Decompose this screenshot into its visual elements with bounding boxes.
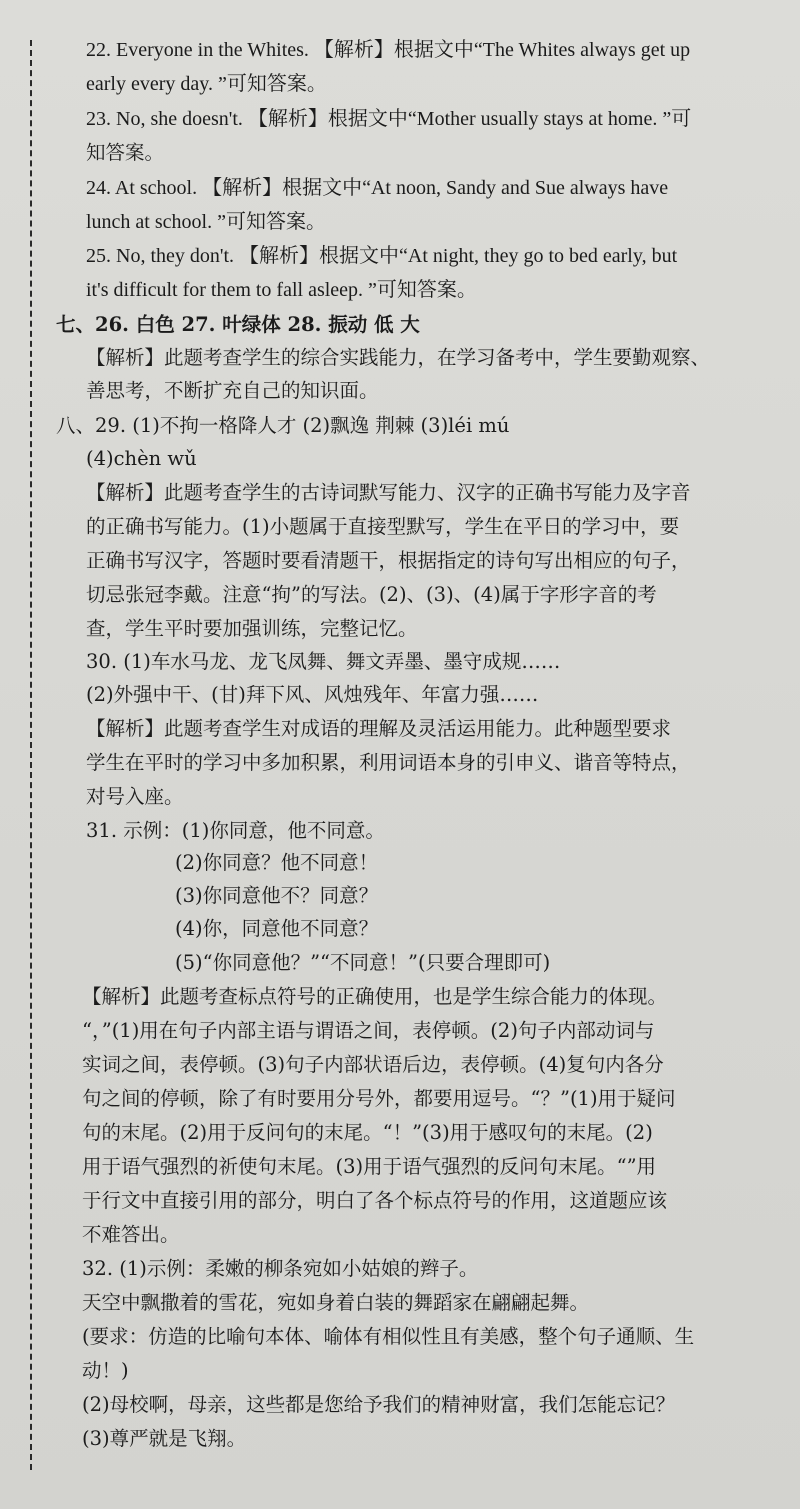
answer-30-analysis-line-2: 学生在平时的学习中多加积累，利用词语本身的引申义、谐音等特点， [86, 751, 691, 774]
answer-23-line-2: 知答案。 [86, 141, 165, 164]
answer-31-analysis-line-1: 【解析】此题考查标点符号的正确使用，也是学生综合能力的体现。 [82, 985, 668, 1008]
answer-32-line-3: (要求：仿造的比喻句本体、喻体有相似性且有美感，整个句子通顺、生 [82, 1325, 695, 1348]
section-7-answers: 七、26. 白色 27. 叶绿体 28. 振动 低 大 [56, 313, 420, 336]
answer-29-analysis-line-5: 查，学生平时要加强训练，完整记忆。 [86, 617, 418, 640]
answer-32-line-4: 动！) [82, 1359, 129, 1382]
answer-31-analysis-line-2: “，”(1)用在句子内部主语与谓语之间，表停顿。(2)句子内部动词与 [82, 1019, 655, 1042]
answer-30-line-2: (2)外强中干、(甘)拜下风、风烛残年、年富力强…… [86, 683, 539, 706]
answer-31-line-4: (4)你，同意他不同意？ [175, 917, 379, 940]
answer-30-analysis-line-3: 对号入座。 [86, 785, 184, 808]
answer-25-line-2: it's difficult for them to fall asleep. ”可知答案。 [86, 279, 477, 301]
answer-32-line-1: 32. (1)示例：柔嫩的柳条宛如小姑娘的辫子。 [82, 1257, 479, 1280]
section-7-analysis-line-2: 善思考，不断扩充自己的知识面。 [86, 379, 379, 402]
answer-22-line-2: early every day. ”可知答案。 [86, 73, 327, 95]
answer-31-line-2: (2)你同意？他不同意！ [175, 851, 379, 874]
answer-29-line-2: (4)chèn wǔ [86, 447, 197, 470]
answer-31-analysis-line-4: 句之间的停顿，除了有时要用分号外，都要用逗号。“？”(1)用于疑问 [82, 1087, 676, 1110]
answer-29-analysis-line-3: 正确书写汉字，答题时要看清题干，根据指定的诗句写出相应的句子， [86, 549, 691, 572]
answer-32-line-2: 天空中飘撒着的雪花，宛如身着白装的舞蹈家在翩翩起舞。 [82, 1291, 590, 1314]
answer-32-line-5: (2)母校啊，母亲，这些都是您给予我们的精神财富，我们怎能忘记？ [82, 1393, 676, 1416]
answer-31-line-3: (3)你同意他不？同意？ [175, 884, 379, 907]
answer-24-line-2: lunch at school. ”可知答案。 [86, 211, 326, 233]
answer-25-line-1: 25. No, they don't. 【解析】根据文中“At night, they go to bed early, but [86, 245, 678, 267]
section-7-analysis-line-1: 【解析】此题考查学生的综合实践能力，在学习备考中，学生要勤观察、 [86, 346, 711, 369]
answer-31-line-1: 31. 示例：(1)你同意，他不同意。 [86, 819, 385, 842]
answer-29-analysis-line-2: 的正确书写能力。(1)小题属于直接型默写，学生在平日的学习中，要 [86, 515, 680, 538]
answer-29-analysis-line-1: 【解析】此题考查学生的古诗词默写能力、汉字的正确书写能力及字音 [86, 481, 691, 504]
answer-32-line-6: (3)尊严就是飞翔。 [82, 1427, 247, 1450]
answer-30-line-1: 30. (1)车水马龙、龙飞凤舞、舞文弄墨、墨守成规…… [86, 650, 561, 673]
answer-29-line-1: 八、29. (1)不拘一格降人才 (2)飘逸 荆棘 (3)léi mú [56, 414, 510, 437]
answer-31-line-5: (5)“你同意他？”“不同意！”(只要合理即可) [175, 951, 551, 974]
answer-22-line-1: 22. Everyone in the Whites. 【解析】根据文中“The Whites always get up [86, 39, 691, 61]
answer-30-analysis-line-1: 【解析】此题考查学生对成语的理解及灵活运用能力。此种题型要求 [86, 717, 672, 740]
answer-31-analysis-line-3: 实词之间，表停顿。(3)句子内部状语后边，表停顿。(4)复句内各分 [82, 1053, 664, 1076]
answer-31-analysis-line-7: 于行文中直接引用的部分，明白了各个标点符号的作用，这道题应该 [82, 1189, 668, 1212]
answer-31-analysis-line-5: 句的末尾。(2)用于反问句的末尾。“！”(3)用于感叹句的末尾。(2) [82, 1121, 653, 1144]
dashed-cut-line [30, 40, 32, 1470]
answer-24-line-1: 24. At school. 【解析】根据文中“At noon, Sandy and Sue always have [86, 177, 669, 199]
answer-31-analysis-line-6: 用于语气强烈的祈使句末尾。(3)用于语气强烈的反问句末尾。“”用 [82, 1155, 657, 1178]
answer-23-line-1: 23. No, she doesn't. 【解析】根据文中“Mother usually stays at home. ”可 [86, 108, 692, 130]
answer-31-analysis-line-8: 不难答出。 [82, 1223, 180, 1246]
answer-29-analysis-line-4: 切忌张冠李戴。注意“拘”的写法。(2)、(3)、(4)属于字形字音的考 [86, 583, 657, 606]
